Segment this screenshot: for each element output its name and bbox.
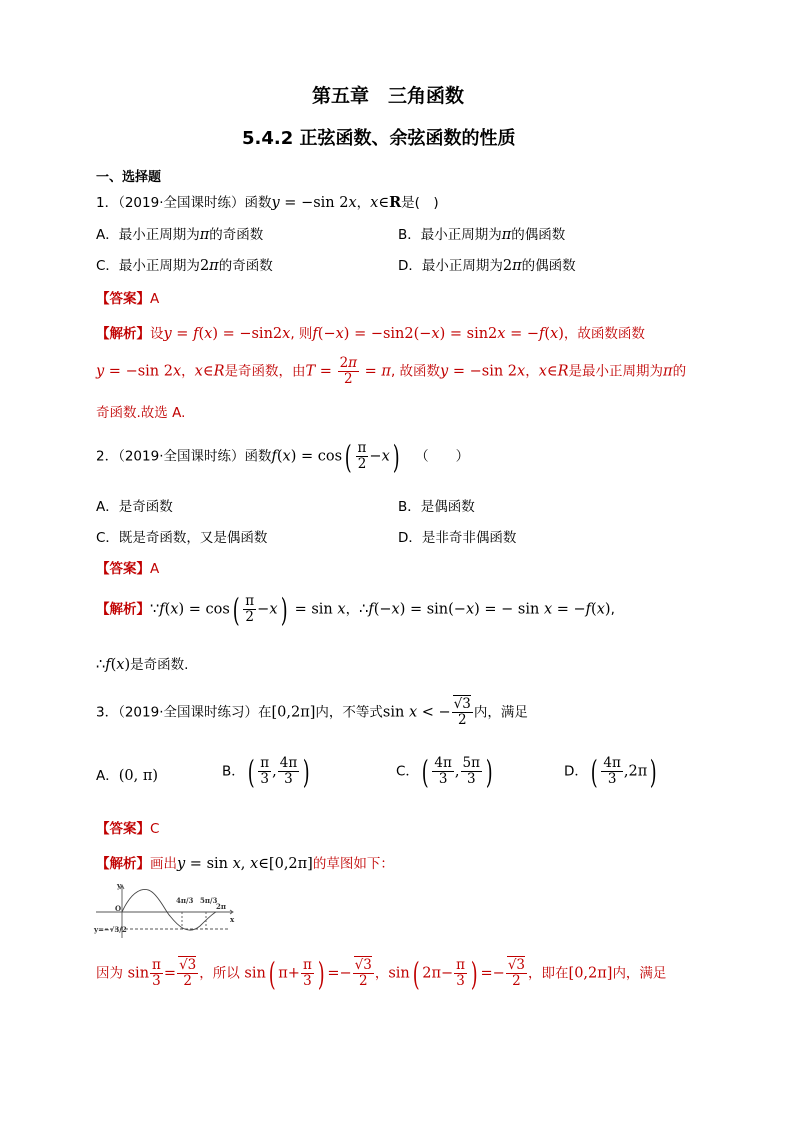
q1-analysis-line2: y = −sin 2x，x∈R是奇函数，由T = $\frac{2\pi}{2}$ = π, 故函数y = −sin 2x，x∈R是最小正周期为π的: [96, 355, 687, 387]
q1-option-b: B．最小正周期为π的偶函数: [398, 227, 566, 243]
q1-answer: 【答案】A: [96, 291, 160, 307]
q3-option-d: D．( $\frac{4\pi}{3}$ ,2π): [564, 752, 657, 791]
chapter-title: 第五章 三角函数: [312, 85, 465, 107]
question-type-heading: 一、选择题: [96, 170, 162, 185]
q3-option-b: B．( $\frac{\pi}{3}$ , $\frac{4\pi}{3}$ ): [222, 752, 310, 791]
tick-5pi-3: 5π/3: [200, 896, 218, 905]
q1-stem: 1．（2019·全国课时练）函数y = −sin 2x，x∈R是( ): [96, 194, 439, 211]
q2-option-d: D．是非奇非偶函数: [398, 530, 517, 546]
tick-2pi: 2π: [216, 902, 226, 911]
q3-analysis-line1: 【解析】画出y = sin x, x∈[0,2π]的草图如下：: [96, 856, 394, 872]
q2-answer: 【答案】A: [96, 561, 160, 577]
q1-option-a: A．最小正周期为π的奇函数: [96, 227, 264, 243]
q1-prefix: 1．（2019·全国课时练）函数: [96, 195, 272, 211]
x-axis-label: x: [230, 915, 235, 924]
q2-option-c: C．既是奇函数，又是偶函数: [96, 530, 268, 546]
y-axis-label: y: [117, 882, 122, 890]
horizontal-line-label: y=−√3/2: [94, 925, 127, 934]
section-title: 5.4.2 正弦函数、余弦函数的性质: [242, 128, 516, 149]
q3-analysis-line2: 因为 sin $\frac{\pi}{3}$ = $\frac{√3}{2}$ ，所以 sin( π+ $\frac{\pi}{3}$ ) =− $\frac{√3}{2}$ ，sin( 2π− $\frac{\pi}{3}$ ) =− $\frac{√3}{2}$ ，即在[0,2π]内，满足: [96, 954, 667, 993]
q2-analysis-line2: ∴f(x)是奇函数.: [96, 657, 189, 673]
q2-analysis-line1: 【解析】∵f(x) = cos( $\frac{\pi}{2}$ −x) = sin x，∴f(−x) = sin(−x) = − sin x = −f(x),: [96, 590, 615, 629]
q1-option-d: D．最小正周期为2π的偶函数: [398, 258, 576, 274]
q1-option-c: C．最小正周期为2π的奇函数: [96, 258, 273, 274]
q3-option-a: A．(0, π): [96, 768, 159, 784]
q2-option-a: A．是奇函数: [96, 499, 173, 515]
q3-stem: 3．（2019·全国课时练习）在[0,2π]内，不等式sin x < − $\frac{√3}{2}$ 内，满足: [96, 696, 528, 728]
q2-option-b: B．是偶函数: [398, 499, 475, 515]
origin-label: O: [115, 904, 122, 913]
tick-4pi-3: 4π/3: [176, 896, 194, 905]
q3-option-c: C．( $\frac{4\pi}{3}$ , $\frac{5\pi}{3}$ ): [396, 752, 493, 791]
q1-analysis-line1: 【解析】设y = f(x) = −sin2x, 则f(−x) = −sin2(−x) = sin2x = −f(x)，故函数函数: [96, 326, 645, 342]
q2-stem: 2．（2019·全国课时练）函数f(x) = cos( $\frac{\pi}{2}$ −x) （ ）: [96, 437, 470, 476]
q1-stem-tail: 是( ): [401, 195, 439, 211]
sine-graph: [92, 882, 240, 940]
q1-analysis-line3: 奇函数.故选 A.: [96, 405, 186, 421]
q3-answer: 【答案】C: [96, 821, 160, 837]
